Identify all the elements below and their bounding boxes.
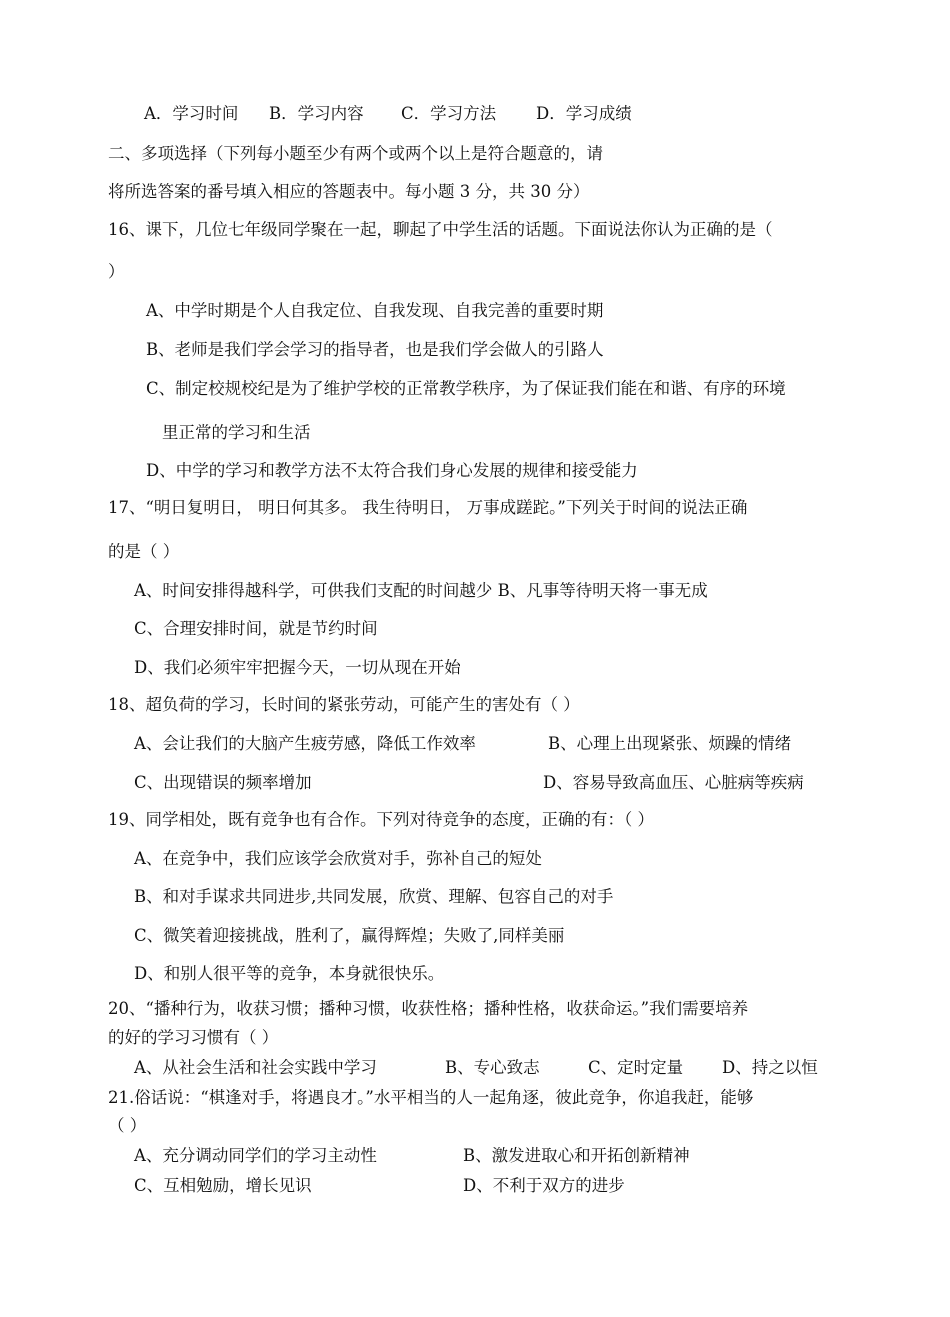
q18-option-c: C、出现错误的频率增加 (134, 773, 312, 792)
q16-option-c: C、制定校规校纪是为了维护学校的正常教学秩序，为了保证我们能在和谐、有序的环境 (146, 379, 786, 398)
q21-stem-cont: （ ） (108, 1116, 147, 1135)
q20-stem-cont: 的好的学习习惯有（ ） (108, 1028, 279, 1047)
q18-option-a: A、会让我们的大脑产生疲劳感，降低工作效率 (134, 734, 476, 753)
q16-option-d: D、中学的学习和教学方法不太符合我们身心发展的规律和接受能力 (146, 461, 638, 480)
q20-option-b: B、专心致志 (445, 1058, 540, 1077)
q18-option-b: B、心理上出现紧张、烦躁的情绪 (548, 734, 792, 753)
q16-option-b: B、老师是我们学会学习的指导者，也是我们学会做人的引路人 (146, 340, 604, 359)
q20-option-c: C、定时定量 (588, 1058, 684, 1077)
q15-option-c: C．学习方法 (401, 104, 497, 123)
q17-stem: 17、“明日复明日， 明日何其多。 我生待明日， 万事成蹉跎。”下列关于时间的说法正确 (108, 498, 748, 517)
q20-option-d: D、持之以恒 (722, 1058, 818, 1077)
q21-option-d: D、不利于双方的进步 (463, 1176, 625, 1195)
q15-option-a: A．学习时间 (144, 104, 239, 123)
q19-option-a: A、在竞争中，我们应该学会欣赏对手，弥补自己的短处 (134, 849, 542, 868)
section2-instructions: 将所选答案的番号填入相应的答题表中。每小题 3 分，共 30 分） (108, 182, 590, 201)
q16-stem-cont: ） (108, 262, 125, 281)
q20-stem: 20、“播种行为，收获习惯；播种习惯，收获性格；播种性格，收获命运。”我们需要培养 (108, 999, 749, 1018)
q19-option-c: C、微笑着迎接挑战，胜利了，赢得辉煌；失败了,同样美丽 (134, 926, 565, 945)
q15-option-b: B．学习内容 (269, 104, 364, 123)
q17-option-c: C、合理安排时间，就是节约时间 (134, 619, 378, 638)
q16-option-c-cont: 里正常的学习和生活 (162, 423, 311, 442)
q17-option-d: D、我们必须牢牢把握今天，一切从现在开始 (134, 658, 461, 677)
q21-option-a: A、充分调动同学们的学习主动性 (134, 1146, 377, 1165)
q15-option-d: D．学习成绩 (536, 104, 632, 123)
section2-heading: 二、多项选择（下列每小题至少有两个或两个以上是符合题意的，请 (108, 144, 603, 163)
q19-option-d: D、和别人很平等的竞争，本身就很快乐。 (134, 964, 445, 983)
q16-option-a: A、中学时期是个人自我定位、自我发现、自我完善的重要时期 (146, 301, 604, 320)
q21-stem: 21.俗话说：“棋逢对手，将遇良才。”水平相当的人一起角逐，彼此竞争，你追我赶，能够 (108, 1088, 754, 1107)
q18-stem: 18、超负荷的学习，长时间的紧张劳动，可能产生的害处有（ ） (108, 695, 580, 714)
q16-stem: 16、课下，几位七年级同学聚在一起，聊起了中学生活的话题。下面说法你认为正确的是（ (108, 220, 773, 239)
q17-options-ab: A、时间安排得越科学，可供我们支配的时间越少 B、凡事等待明天将一事无成 (134, 581, 708, 600)
q21-option-c: C、互相勉励，增长见识 (134, 1176, 312, 1195)
q19-stem: 19、同学相处，既有竞争也有合作。下列对待竞争的态度，正确的有：（ ） (108, 810, 654, 829)
q17-stem-cont: 的是（ ） (108, 542, 180, 561)
q21-option-b: B、激发进取心和开拓创新精神 (463, 1146, 690, 1165)
q20-option-a: A、从社会生活和社会实践中学习 (134, 1058, 377, 1077)
q19-option-b: B、和对手谋求共同进步,共同发展，欣赏、理解、包容自己的对手 (134, 887, 614, 906)
q18-option-d: D、容易导致高血压、心脏病等疾病 (543, 773, 804, 792)
